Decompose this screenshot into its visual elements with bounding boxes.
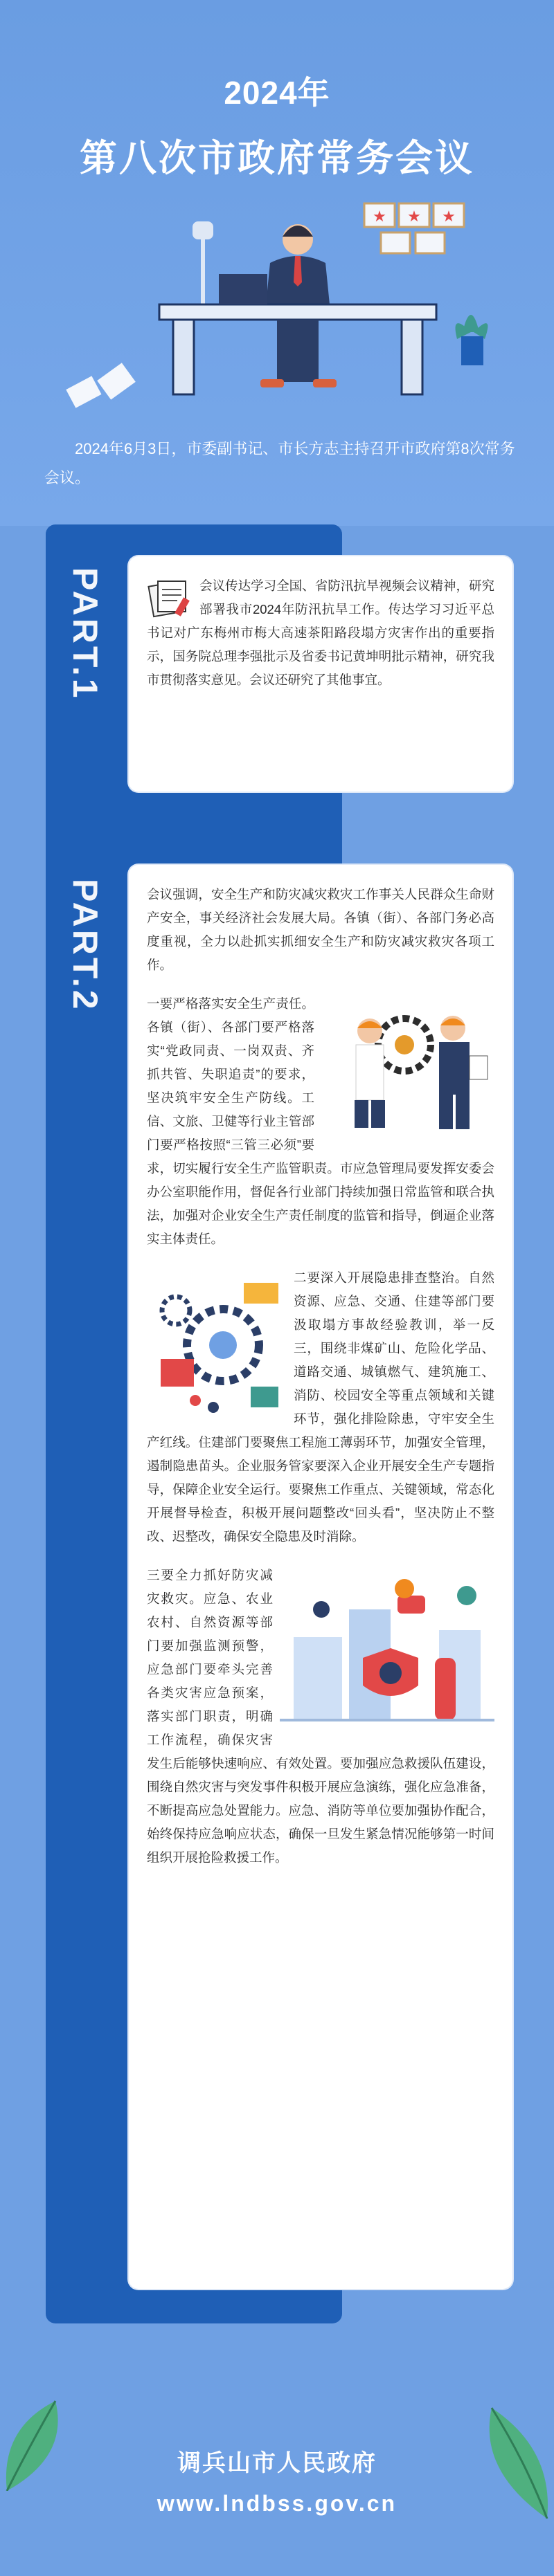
emergency-illustration (280, 1568, 494, 1734)
papers-icon (66, 363, 135, 408)
part2-paragraph-2: 一要严格落实安全生产责任。各镇（街）、各部门要严格落实“党政同责、一岗双责、齐抓共管、失职追责”的要求，坚决筑牢安全生产防线。工信、文旅、卫健等行业主管部门要严格按照“三管三必须”要求，切实履行安全生产监管职责。市应急管理局要发挥安委会办公室职能作用，督促各行业部门持续加强日常监管和联合执法，加强对企业安全生产责任制度的监管和指导，倒逼企业落实主体责任。 (147, 996, 494, 1246)
part1-card (129, 556, 512, 792)
part2-paragraph-4: 三要全力抓好防灾减灾救灾。应急、农业农村、自然资源等部门要加强监测预警，应急部门要牵头完善各类灾害应急预案，落实部门职责，明确工作流程，确保灾害发生后能够快速响应、有效处置。要加强应急救援队伍建设，围绕自然灾害与突发事件积极开展应急演练，强化应急准备，不断提高应急处置能力。应急、消防等单位要加强协作配合，始终保持应急响应状态，确保一旦发生紧急情况能够第一时间组织开展抢险救援工作。 (147, 1568, 494, 1865)
footer-website-link[interactable]: www.lndbss.gov.cn (157, 2491, 397, 2516)
part1-text: 会议传达学习全国、省防汛抗旱视频会议精神，研究部署我市2024年防汛抗旱工作。传达学习习近平总书记对广东梅州市梅大高速茶阳路段塌方灾害作出的重要指示，国务院总理李强批示及省委书记黄坤明批示精神，研究我市贯彻落实意见。会议还研究了其他事宜。 (147, 578, 494, 687)
part2-card (129, 865, 512, 2289)
part2-paragraph-1: 会议强调，安全生产和防灾减灾救灾工作事关人民群众生命财产安全，事关经济社会发展大局。各镇（街）、各部门务必高度重视，全力以赴抓实抓细安全生产和防灾减灾救灾各项工作。 (147, 887, 494, 972)
footer-organization: 调兵山市人民政府 (177, 2450, 377, 2476)
desk-lamp-icon (191, 221, 215, 317)
part1-label: PART.1 (66, 567, 105, 701)
certificate-icon (364, 203, 464, 253)
svg-text:★: ★ (407, 208, 421, 225)
part2-label: PART.2 (66, 879, 105, 1012)
svg-text:★: ★ (373, 208, 386, 225)
engineers-illustration (321, 996, 494, 1135)
part2-paragraph-3: 二要深入开展隐患排查整治。自然资源、应急、交通、住建等部门要汲取塌方事故经验教训，举一反三，围绕非煤矿山、危险化学品、道路交通、城镇燃气、建筑施工、消防、校园安全等重点领域和关键环节，强化排险除患，守牢安全生产红线。住建部门要聚焦工程施工薄弱环节，加强安全管理，遏制隐患苗头。企业服务管家要深入企业开展安全生产专题指导，保障企业安全运行。要聚焦工作重点、关键领域，常态化开展督导检查，积极开展问题整改“回头看”，坚决防止不整改、迟整改，确保安全隐患及时消除。 (147, 1270, 494, 1544)
documents-icon (147, 577, 191, 619)
hero-illustration (55, 201, 499, 422)
page-title-year: 2024年 (224, 75, 330, 111)
workflow-illustration (147, 1269, 285, 1414)
intro-text: 2024年6月3日，市委副书记、市长方志主持召开市政府第8次常务会议。 (44, 440, 515, 486)
page-title: 第八次市政府常务会议 (80, 138, 474, 179)
plant-icon (456, 315, 488, 365)
svg-text:★: ★ (442, 208, 456, 225)
